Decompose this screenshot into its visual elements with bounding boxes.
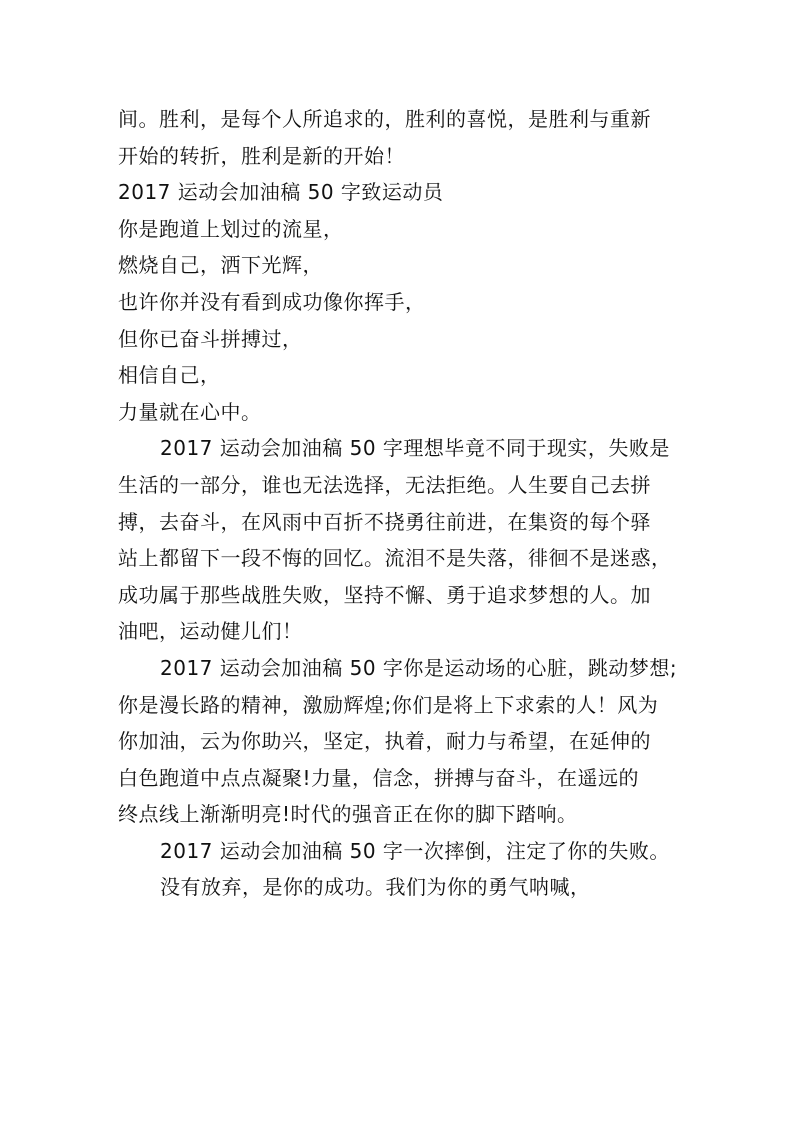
paragraph-start: 2017 运动会加油稿 50 字你是运动场的心脏，跳动梦想;: [160, 655, 678, 680]
poem-line: 你是跑道上划过的流星，: [118, 216, 344, 241]
poem-line: 相信自己，: [118, 363, 221, 388]
text-line: 搏，去奋斗，在风雨中百折不挠勇往前进，在集资的每个驿: [118, 509, 651, 534]
text-line: 开始的转折，胜利是新的开始！: [118, 143, 405, 168]
text-line: 成功属于那些战胜失败，坚持不懈、勇于追求梦想的人。加: [118, 582, 651, 607]
poem-line: 也许你并没有看到成功像你挥手，: [118, 289, 426, 314]
poem-line: 力量就在心中。: [118, 399, 262, 424]
document-body: [118, 101, 678, 906]
text-line: 白色跑道中点点凝聚!力量，信念，拼搏与奋斗，在遥远的: [118, 765, 640, 790]
text-line: 终点线上渐渐明亮!时代的强音正在你的脚下踏响。: [118, 802, 578, 827]
poem-line: 燃烧自己，洒下光辉，: [118, 253, 323, 278]
text-line: 站上都留下一段不悔的回忆。流泪不是失落，徘徊不是迷惑，: [118, 546, 672, 571]
text-line: 生活的一部分，谁也无法选择，无法拒绝。人生要自己去拼: [118, 472, 651, 497]
text-line: 间。胜利，是每个人所追求的，胜利的喜悦，是胜利与重新: [118, 107, 651, 131]
paragraph-start: 2017 运动会加油稿 50 字一次摔倒，注定了你的失败。: [160, 838, 670, 863]
paragraph-start: 2017 运动会加油稿 50 字理想毕竟不同于现实，失败是: [160, 436, 670, 461]
text-line: 油吧，运动健儿们！: [118, 619, 303, 644]
text-line: 没有放弃，是你的成功。我们为你的勇气呐喊，: [160, 875, 591, 900]
text-line: 你是漫长路的精神，激励辉煌;你们是将上下求索的人！风为: [118, 692, 659, 717]
poem-line: 但你已奋斗拼搏过，: [118, 326, 303, 351]
section-heading: 2017 运动会加油稿 50 字致运动员: [118, 180, 444, 205]
text-line: 你加油，云为你助兴，坚定，执着，耐力与希望，在延伸的: [118, 729, 651, 754]
